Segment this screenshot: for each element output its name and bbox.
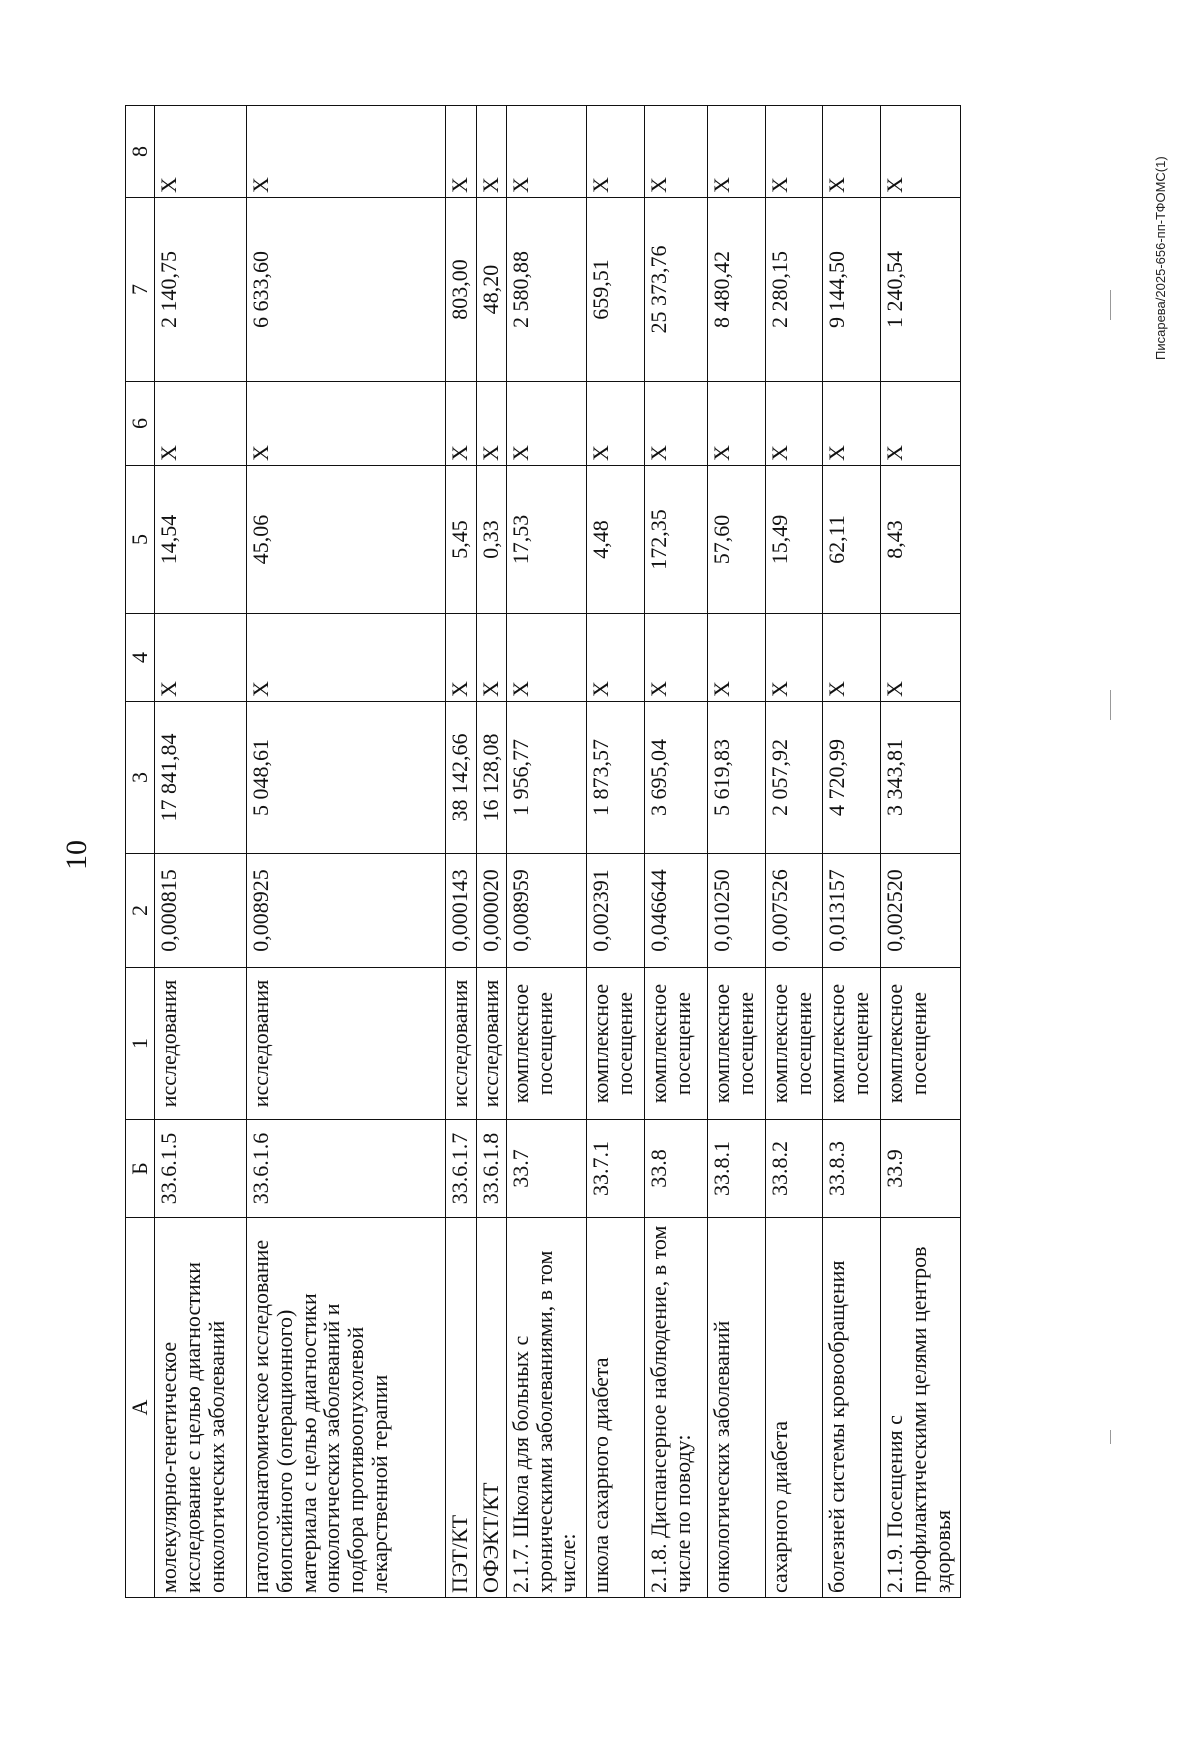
amount-cell: 2 280,15: [765, 198, 823, 382]
mark-cell: Х: [586, 614, 645, 702]
value-cell: 62,11: [823, 466, 881, 614]
mark-cell: Х: [645, 614, 708, 702]
column-header: 8: [126, 106, 155, 198]
row-name-cell: 2.1.8. Диспансерное наблюдение, в том числе по поводу:: [645, 1218, 708, 1598]
row-name-cell: патологоанатомическое исследование биопсийного (операционного) материала с целью диагностики онкологических заболеваний и подбора противоопухолевой лекарственной терапии: [247, 1218, 446, 1598]
value-cell: 17,53: [506, 466, 586, 614]
rate-cell: 0,013157: [823, 854, 881, 968]
amount-cell: 803,00: [446, 198, 476, 382]
mark-cell: Х: [506, 106, 586, 198]
mark-cell: Х: [708, 614, 766, 702]
amount-cell: 659,51: [586, 198, 645, 382]
mark-cell: Х: [881, 106, 961, 198]
table-row: [247, 106, 446, 1598]
cost-cell: 1 873,57: [586, 702, 645, 854]
rate-cell: 0,002520: [881, 854, 961, 968]
rate-cell: 0,007526: [765, 854, 823, 968]
cost-cell: 5 048,61: [247, 702, 446, 854]
mark-cell: Х: [446, 614, 476, 702]
row-name-cell: болезней системы кровообращения: [823, 1218, 881, 1598]
rotated-table-container: [125, 106, 961, 1598]
rate-cell: 0,000020: [476, 854, 506, 968]
unit-cell: комплексное посещение: [765, 968, 823, 1120]
column-header: 1: [126, 968, 155, 1120]
amount-cell: 2 580,88: [506, 198, 586, 382]
header-row: [126, 106, 155, 1598]
rate-cell: 0,008925: [247, 854, 446, 968]
row-name-cell: 2.1.9. Посещения с профилактическими целями центров здоровья: [881, 1218, 961, 1598]
row-code-cell: 33.6.1.5: [155, 1120, 247, 1218]
row-code-cell: 33.8.1: [708, 1120, 766, 1218]
mark-cell: Х: [247, 614, 446, 702]
column-header: Б: [126, 1120, 155, 1218]
value-cell: 5,45: [446, 466, 476, 614]
amount-cell: 48,20: [476, 198, 506, 382]
column-header: 4: [126, 614, 155, 702]
mark-cell: Х: [247, 106, 446, 198]
table-row: [476, 106, 506, 1598]
row-name-cell: онкологических заболеваний: [708, 1218, 766, 1598]
value-cell: 172,35: [645, 466, 708, 614]
scan-mark: [1110, 1430, 1111, 1444]
mark-cell: Х: [155, 614, 247, 702]
mark-cell: Х: [247, 382, 446, 466]
unit-cell: исследования: [446, 968, 476, 1120]
mark-cell: Х: [765, 106, 823, 198]
mark-cell: Х: [823, 382, 881, 466]
column-header: 3: [126, 702, 155, 854]
mark-cell: Х: [765, 614, 823, 702]
table-row: [823, 106, 881, 1598]
row-code-cell: 33.8.3: [823, 1120, 881, 1218]
cost-cell: 4 720,99: [823, 702, 881, 854]
unit-cell: исследования: [476, 968, 506, 1120]
scan-mark: [1110, 690, 1111, 720]
mark-cell: Х: [708, 106, 766, 198]
row-code-cell: 33.6.1.6: [247, 1120, 446, 1218]
mark-cell: Х: [155, 106, 247, 198]
value-cell: 45,06: [247, 466, 446, 614]
row-name-cell: 2.1.7. Школа для больных с хроническими заболеваниями, в том числе:: [506, 1218, 586, 1598]
cost-cell: 3 343,81: [881, 702, 961, 854]
mark-cell: Х: [446, 382, 476, 466]
amount-cell: 2 140,75: [155, 198, 247, 382]
row-name-cell: школа сахарного диабета: [586, 1218, 645, 1598]
amount-cell: 9 144,50: [823, 198, 881, 382]
cost-cell: 1 956,77: [506, 702, 586, 854]
row-code-cell: 33.7.1: [586, 1120, 645, 1218]
value-cell: 15,49: [765, 466, 823, 614]
cost-cell: 5 619,83: [708, 702, 766, 854]
value-cell: 4,48: [586, 466, 645, 614]
table-row: [506, 106, 586, 1598]
rate-cell: 0,008959: [506, 854, 586, 968]
mark-cell: Х: [881, 614, 961, 702]
data-table: [125, 105, 961, 1598]
mark-cell: Х: [155, 382, 247, 466]
unit-cell: комплексное посещение: [506, 968, 586, 1120]
row-code-cell: 33.6.1.7: [446, 1120, 476, 1218]
page-number: 10: [60, 840, 93, 870]
column-header: 7: [126, 198, 155, 382]
mark-cell: Х: [476, 382, 506, 466]
column-header: 5: [126, 466, 155, 614]
mark-cell: Х: [881, 382, 961, 466]
unit-cell: комплексное посещение: [881, 968, 961, 1120]
row-code-cell: 33.9: [881, 1120, 961, 1218]
rate-cell: 0,000815: [155, 854, 247, 968]
table-row: [765, 106, 823, 1598]
mark-cell: Х: [586, 106, 645, 198]
table-row: [446, 106, 476, 1598]
mark-cell: Х: [446, 106, 476, 198]
column-header: 2: [126, 854, 155, 968]
rate-cell: 0,000143: [446, 854, 476, 968]
value-cell: 14,54: [155, 466, 247, 614]
rate-cell: 0,002391: [586, 854, 645, 968]
unit-cell: комплексное посещение: [708, 968, 766, 1120]
table-row: [881, 106, 961, 1598]
row-code-cell: 33.8: [645, 1120, 708, 1218]
row-code-cell: 33.6.1.8: [476, 1120, 506, 1218]
cost-cell: 16 128,08: [476, 702, 506, 854]
cost-cell: 2 057,92: [765, 702, 823, 854]
document-reference: Писарева/2025-656-пп-ТФОМС(1): [1153, 156, 1168, 360]
unit-cell: исследования: [247, 968, 446, 1120]
mark-cell: Х: [506, 614, 586, 702]
scan-mark: [1110, 290, 1111, 320]
value-cell: 0,33: [476, 466, 506, 614]
unit-cell: комплексное посещение: [586, 968, 645, 1120]
mark-cell: Х: [645, 106, 708, 198]
mark-cell: Х: [476, 614, 506, 702]
mark-cell: Х: [823, 614, 881, 702]
table-row: [708, 106, 766, 1598]
rate-cell: 0,010250: [708, 854, 766, 968]
column-header: А: [126, 1218, 155, 1598]
row-code-cell: 33.8.2: [765, 1120, 823, 1218]
mark-cell: Х: [645, 382, 708, 466]
unit-cell: комплексное посещение: [823, 968, 881, 1120]
table-row: [645, 106, 708, 1598]
mark-cell: Х: [765, 382, 823, 466]
mark-cell: Х: [506, 382, 586, 466]
mark-cell: Х: [476, 106, 506, 198]
row-name-cell: сахарного диабета: [765, 1218, 823, 1598]
row-name-cell: ПЭТ/КТ: [446, 1218, 476, 1598]
row-name-cell: молекулярно-генетическое исследование с целью диагностики онкологических заболеваний: [155, 1218, 247, 1598]
mark-cell: Х: [823, 106, 881, 198]
rate-cell: 0,046644: [645, 854, 708, 968]
amount-cell: 6 633,60: [247, 198, 446, 382]
mark-cell: Х: [586, 382, 645, 466]
table-row: [586, 106, 645, 1598]
value-cell: 57,60: [708, 466, 766, 614]
cost-cell: 38 142,66: [446, 702, 476, 854]
amount-cell: 1 240,54: [881, 198, 961, 382]
table-row: [155, 106, 247, 1598]
unit-cell: комплексное посещение: [645, 968, 708, 1120]
row-name-cell: ОФЭКТ/КТ: [476, 1218, 506, 1598]
mark-cell: Х: [708, 382, 766, 466]
cost-cell: 3 695,04: [645, 702, 708, 854]
row-code-cell: 33.7: [506, 1120, 586, 1218]
amount-cell: 25 373,76: [645, 198, 708, 382]
column-header: 6: [126, 382, 155, 466]
amount-cell: 8 480,42: [708, 198, 766, 382]
unit-cell: исследования: [155, 968, 247, 1120]
cost-cell: 17 841,84: [155, 702, 247, 854]
value-cell: 8,43: [881, 466, 961, 614]
